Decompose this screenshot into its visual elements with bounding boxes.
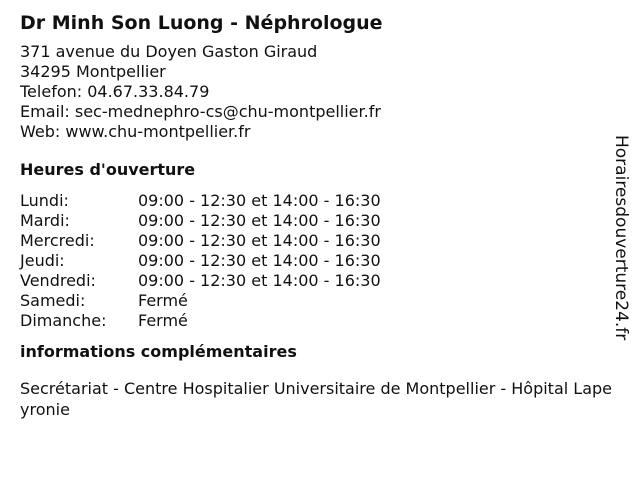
hours-day: Vendredi: xyxy=(20,271,96,290)
page-title: Dr Minh Son Luong - Néphrologue xyxy=(20,12,383,34)
hours-row xyxy=(20,251,616,271)
opening-hours-table xyxy=(20,191,616,331)
hours-time: 09:00 - 12:30 et 14:00 - 16:30 xyxy=(138,251,381,270)
site-watermark: Horairesdouverture24.fr xyxy=(611,135,631,341)
hours-time: 09:00 - 12:30 et 14:00 - 16:30 xyxy=(138,271,381,290)
hours-day: Jeudi: xyxy=(20,251,65,270)
listing-card xyxy=(20,9,616,420)
info-heading: informations complémentaires xyxy=(20,342,297,361)
hours-row xyxy=(20,271,616,291)
hours-row xyxy=(20,191,616,211)
hours-time: 09:00 - 12:30 et 14:00 - 16:30 xyxy=(138,211,381,230)
phone: Telefon: 04.67.33.84.79 xyxy=(20,82,210,101)
info-text: Secrétariat - Centre Hospitalier Universitaire de Montpellier - Hôpital Lapeyronie xyxy=(20,379,613,419)
hours-day: Mercredi: xyxy=(20,231,95,250)
email: Email: sec-mednephro-cs@chu-montpellier.fr xyxy=(20,102,381,121)
city: 34295 Montpellier xyxy=(20,62,166,81)
hours-day: Samedi: xyxy=(20,291,86,310)
hours-heading: Heures d'ouverture xyxy=(20,160,196,179)
hours-time: 09:00 - 12:30 et 14:00 - 16:30 xyxy=(138,231,381,250)
hours-time: Fermé xyxy=(138,291,188,310)
hours-row xyxy=(20,291,616,311)
street-address: 371 avenue du Doyen Gaston Giraud xyxy=(20,42,318,61)
hours-day: Mardi: xyxy=(20,211,70,230)
hours-day: Dimanche: xyxy=(20,311,107,330)
address-block xyxy=(20,42,616,142)
hours-time: Fermé xyxy=(138,311,188,330)
hours-time: 09:00 - 12:30 et 14:00 - 16:30 xyxy=(138,191,381,210)
hours-day: Lundi: xyxy=(20,191,69,210)
hours-row xyxy=(20,231,616,251)
hours-row xyxy=(20,211,616,231)
website: Web: www.chu-montpellier.fr xyxy=(20,122,251,141)
hours-row xyxy=(20,311,616,331)
